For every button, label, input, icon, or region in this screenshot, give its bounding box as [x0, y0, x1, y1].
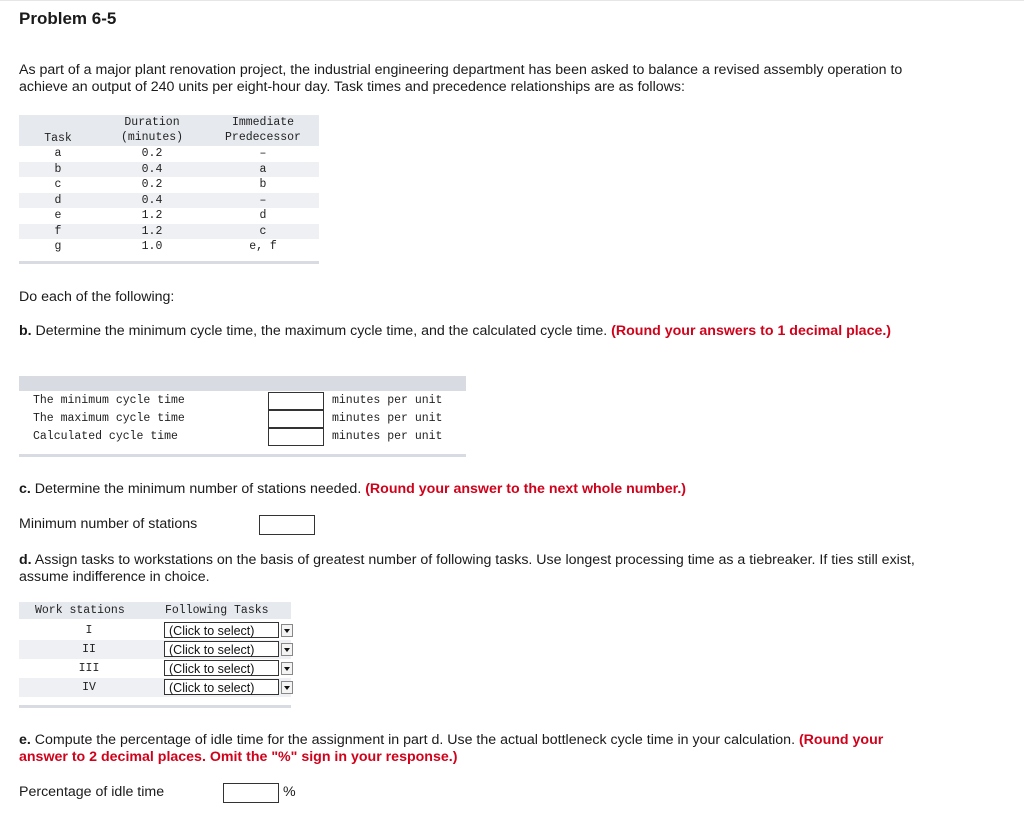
dropdown-arrow-icon[interactable] — [281, 681, 293, 694]
workstation-row-1 — [19, 621, 291, 640]
max-cycle-label: The maximum cycle time — [33, 412, 185, 425]
header-following-tasks: Following Tasks — [165, 604, 269, 617]
do-following-text: Do each of the following: — [19, 289, 175, 305]
intro-paragraph: As part of a major plant renovation project, the industrial engineering department has been asked to balance a revised assembly operation to achieve an output of 240 units per eight-hour day. Task times and precedence relationships are as follows: — [19, 62, 903, 95]
cycle-row-calculated — [19, 428, 466, 446]
table-row: d 0.4 – — [19, 193, 319, 209]
cycle-row-max — [19, 410, 466, 428]
part-b-question: b. Determine the minimum cycle time, the maximum cycle time, and the calculated cycle time. (Round your answers to 1 decimal place.) — [19, 323, 892, 339]
station-label: III — [78, 662, 100, 675]
following-tasks-select[interactable]: (Click to select) — [164, 641, 279, 657]
min-stations-input[interactable] — [259, 515, 315, 535]
part-e-question: e. Compute the percentage of idle time for the assignment in part d. Use the actual bottleneck cycle time in your calculation. (Round your answer to 2 decimal places. Omit the "%" sign in your response.) — [19, 732, 884, 765]
min-cycle-input[interactable] — [268, 392, 324, 410]
workstation-row-2 — [19, 640, 291, 659]
header-duration: Duration (minutes) — [120, 116, 184, 144]
workstation-table — [19, 602, 291, 708]
table-row: b 0.4 a — [19, 162, 319, 178]
table-bottom-rule — [19, 261, 319, 264]
dropdown-arrow-icon[interactable] — [281, 624, 293, 637]
workstation-row-3 — [19, 659, 291, 678]
task-table — [19, 115, 319, 264]
percent-sign: % — [283, 784, 296, 800]
calc-cycle-unit: minutes per unit — [332, 430, 443, 443]
cycle-row-min — [19, 392, 466, 410]
dropdown-arrow-icon[interactable] — [281, 662, 293, 675]
idle-time-label: Percentage of idle time — [19, 784, 165, 800]
problem-title: Problem 6-5 — [19, 9, 117, 28]
following-tasks-select[interactable]: (Click to select) — [164, 622, 279, 638]
table-row: g 1.0 e, f — [54, 240, 277, 253]
part-c-question: c. Determine the minimum number of stations needed. (Round your answer to the next whole number.) — [19, 481, 687, 497]
table-bottom-rule — [19, 454, 466, 457]
header-work-stations: Work stations — [35, 604, 125, 617]
max-cycle-input[interactable] — [268, 410, 324, 428]
station-label: II — [82, 643, 96, 656]
dropdown-arrow-icon[interactable] — [281, 643, 293, 656]
workstation-row-4 — [19, 678, 291, 697]
table-bottom-rule — [19, 705, 291, 708]
top-divider — [0, 0, 1024, 1]
max-cycle-unit: minutes per unit — [332, 412, 443, 425]
table-row: a 0.2 – — [54, 147, 267, 160]
station-label: I — [85, 624, 93, 637]
min-stations-label: Minimum number of stations — [19, 516, 198, 532]
table-row: c 0.2 b — [54, 178, 267, 191]
table-row: f 1.2 c — [19, 224, 319, 240]
cycle-time-table-header — [19, 376, 466, 391]
part-d-question: d. Assign tasks to workstations on the basis of greatest number of following tasks. Use longest processing time as a tiebreaker. If ties still exist, assume indifference in choice. — [19, 552, 915, 585]
header-task: Task — [44, 132, 72, 145]
header-predecessor: Immediate Predecessor — [225, 116, 301, 144]
min-cycle-unit: minutes per unit — [332, 394, 443, 407]
table-row: e 1.2 d — [54, 209, 267, 222]
following-tasks-select[interactable]: (Click to select) — [164, 679, 279, 695]
calc-cycle-label: Calculated cycle time — [33, 430, 178, 443]
task-table-header — [19, 115, 319, 146]
idle-time-input[interactable] — [223, 783, 279, 803]
following-tasks-select[interactable]: (Click to select) — [164, 660, 279, 676]
workstation-table-header — [19, 602, 291, 619]
cycle-time-table — [19, 376, 466, 458]
min-cycle-label: The minimum cycle time — [33, 394, 185, 407]
calc-cycle-input[interactable] — [268, 428, 324, 446]
station-label: IV — [82, 681, 96, 694]
